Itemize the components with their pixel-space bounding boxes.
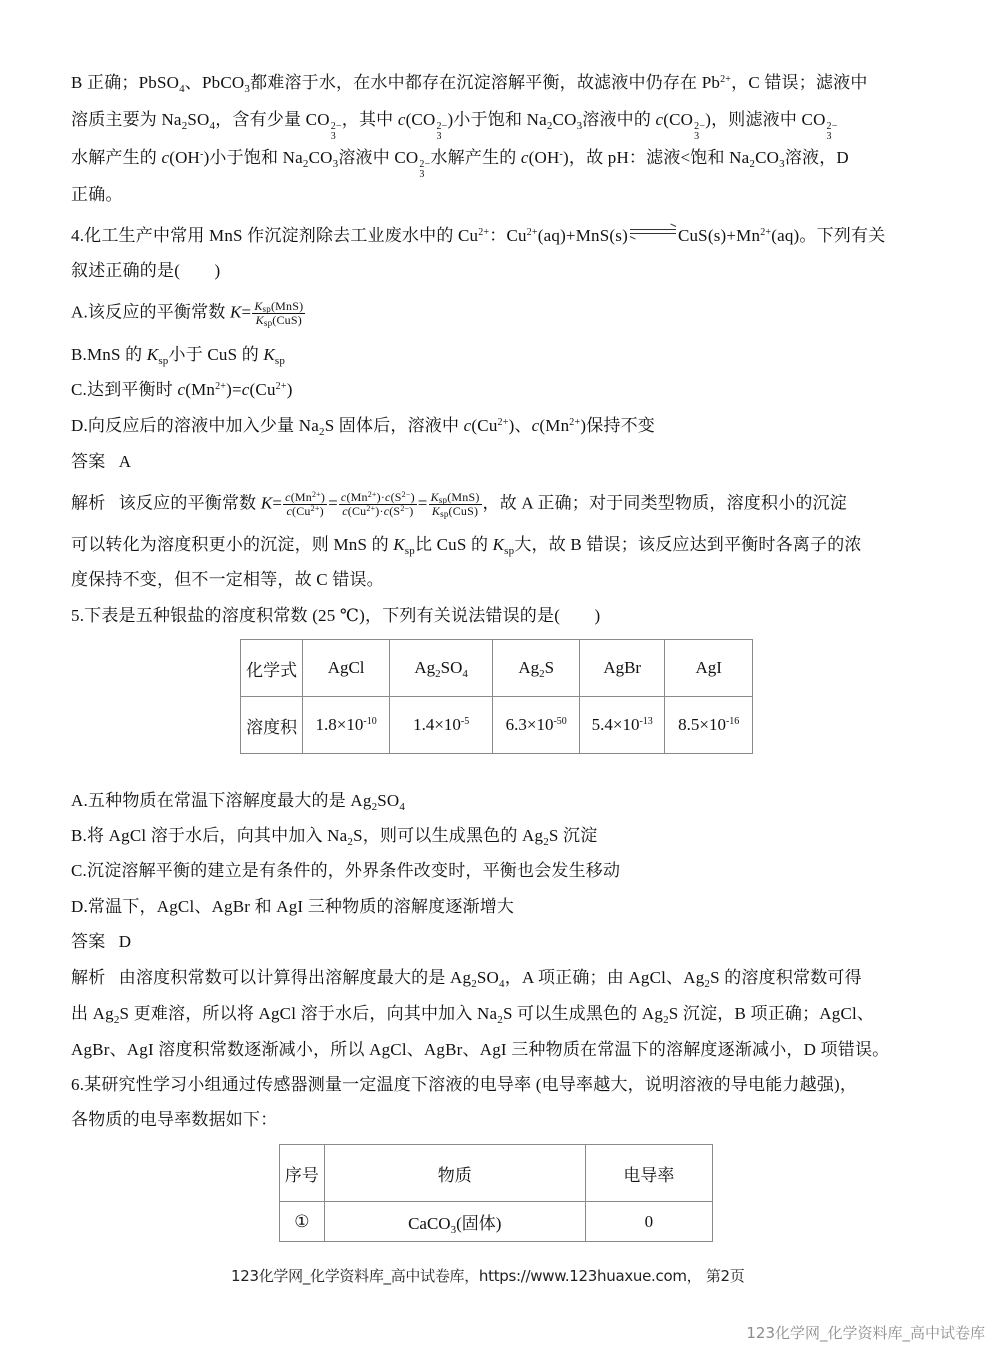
table-row [280,1202,713,1242]
q4-analysis-line-2: 可以转化为溶度积更小的沉淀，则 MnS 的 $K_{sp}$比 CuS 的 $K_{sp}$大，故 B 错误；该反应达到平衡时各离子的浓 [71,535,862,557]
ksp-value: $5.4\times 10^{-13}$ [579,697,665,754]
q5-analysis-line-1: 解析 由溶度积常数可以计算得出溶解度最大的是 $Ag_2SO_4$，A 项正确；由 AgCl、$Ag_2S$ 的溶度积常数可得 [71,968,862,990]
ksp-value: $1.8\times 10^{-10}$ [303,697,390,754]
q4-option-c: C.达到平衡时 $c(Mn^{2+})=c(Cu^{2+})$ [71,380,293,399]
compound-agcl: AgCl [303,640,390,697]
row-header-formula: 化学式 [241,640,303,697]
watermark: 123化学网_化学资料库_高中试卷库 [746,1324,985,1342]
conductivity-table [279,1144,713,1242]
col-header-conductivity: 电导率 [585,1145,712,1202]
compound-ag2s: $Ag_2S$ [493,640,580,697]
q5-stem: 5.下表是五种银盐的溶度积常数 (25 ℃)，下列有关说法错误的是( ) [71,606,601,625]
prev-analysis-line-1: B 正确；PbSO$_4$、PbCO$_3$都难溶于水，在水中都存在沉淀溶解平衡，故滤液中仍存在 $Pb^{2+}$，C 错误；滤液中 [71,73,868,95]
q6-stem-line-2: 各物质的电导率数据如下： [71,1110,278,1129]
carbonate-charge: 2− 3 [694,121,706,142]
prev-analysis-line-4: 正确。 [71,185,123,204]
page-footer: 123化学网_化学资料库_高中试卷库，https://www.123huaxue.com， 第2页 [231,1267,745,1285]
col-header-index: 序号 [280,1145,325,1202]
row-header-ksp: 溶度积 [241,697,303,754]
k-fraction-2: $\frac{c(Mn^{2+})\cdot c(S^{2-})}{c(Cu^{2+})\cdot c(S^{2-})}$ [340,490,415,518]
row-substance: CaCO$_3$(固体) [324,1202,585,1242]
q5-option-c: C.沉淀溶解平衡的建立是有条件的，外界条件改变时，平衡也会发生移动 [71,861,621,880]
compound-agi: AgI [665,640,753,697]
q4-stem-line-2: 叙述正确的是( ) [71,261,221,280]
q5-option-a: A.五种物质在常温下溶解度最大的是 $Ag_2SO_4$ [71,791,406,813]
ksp-value: $1.4\times 10^{-5}$ [389,697,493,754]
ksp-table-header-row [241,640,753,697]
carbonate-charge: 2− 3 [436,121,448,142]
q4-option-d: D.向反应后的溶液中加入少量 $Na_2S$ 固体后，溶液中 $c(Cu^{2+})$、$c(Mn^{2+})$保持不变 [71,416,655,438]
q4-answer: 答案 A [71,452,132,471]
q5-analysis-line-3: AgBr、AgI 溶度积常数逐渐减小，所以 AgCl、AgBr、AgI 三种物质在常温下的溶解度逐渐减小，D 项错误。 [71,1040,890,1059]
compound-ag2so4: $Ag_2SO_4$ [389,640,493,697]
row-index: ① [280,1202,325,1242]
ksp-table-value-row [241,697,753,754]
carbonate-charge: 2− 3 [330,121,342,142]
q4-analysis-line-3: 度保持不变，但不一定相等，故 C 错误。 [71,570,384,589]
equilibrium-arrow-icon [630,227,676,237]
carbonate-charge: 2− 3 [826,121,838,142]
q4-stem-line-1: 4.化工生产中常用 MnS 作沉淀剂除去工业废水中的 $Cu^{2+}$：$Cu^{2+}(aq)+MnS(s)$ $CuS(s)+Mn^{2+}(aq)$。下列有关 [71,225,885,247]
compound-agbr: AgBr [579,640,665,697]
q5-option-b: B.将 AgCl 溶于水后，向其中加入 $Na_2S$，则可以生成黑色的 $Ag_2S$ 沉淀 [71,826,598,848]
k-fraction-3: $\frac{K_{sp}(MnS)}{K_{sp}(CuS)}$ [430,490,480,519]
carbonate-charge: 2− 3 [419,159,431,180]
q4-analysis-line-1: 解析 该反应的平衡常数 K= $\frac{c(Mn^{2+})}{c(Cu^{2+})}$ = $\frac{c(Mn^{2+})\cdot c(S^{2-})}{c(Cu^{2+})\cdot c(S^{2-})}$ = $\frac{K_{sp}(MnS)}{K_{sp}(CuS)}$ ，故 A 正确；对于同类型物质，溶度积小的沉淀 [71,490,847,519]
prev-analysis-line-2: 溶质主要为 $Na_2SO_4$，含有少量 CO 2− 3 ，其中 c(CO 2− 3 )小于饱和 $Na_2CO_3$溶液中的 c(CO 2− 3 )，则滤液中 CO 2− 3 [71,110,838,142]
ksp-table [240,639,753,754]
conductivity-table-header-row [280,1145,713,1202]
q4-option-a: A.该反应的平衡常数 K= $\frac{K_{sp}(MnS)}{K_{sp}(CuS)}$ [71,299,304,328]
prev-analysis-line-3: 水解产生的 c(OH-)小于饱和 $Na_2CO_3$溶液中 CO 2− 3 水解产生的 c(OH-)，故 pH：滤液<饱和 $Na_2CO_3$溶液，D [71,148,849,180]
q5-analysis-line-2: 出 $Ag_2S$ 更难溶，所以将 AgCl 溶于水后，向其中加入 $Na_2S$ 可以生成黑色的 $Ag_2S$ 沉淀，B 项正确；AgCl、 [71,1004,875,1026]
q4-option-b: B.MnS 的 $K_{sp}$小于 CuS 的 $K_{sp}$ [71,345,286,367]
ksp-value: $6.3\times 10^{-50}$ [493,697,580,754]
ksp-ratio-fraction: $\frac{K_{sp}(MnS)}{K_{sp}(CuS)}$ [254,299,304,328]
k-fraction-1: $\frac{c(Mn^{2+})}{c(Cu^{2+})}$ [285,490,326,518]
col-header-substance: 物质 [324,1145,585,1202]
q5-option-d: D.常温下，AgCl、AgBr 和 AgI 三种物质的溶解度逐渐增大 [71,897,515,916]
row-conductivity: 0 [585,1202,712,1242]
q5-answer: 答案 D [71,932,132,951]
q6-stem-line-1: 6.某研究性学习小组通过传感器测量一定温度下溶液的电导率 (电导率越大，说明溶液的导电能力越强)， [71,1075,858,1094]
ksp-value: $8.5\times 10^{-16}$ [665,697,753,754]
